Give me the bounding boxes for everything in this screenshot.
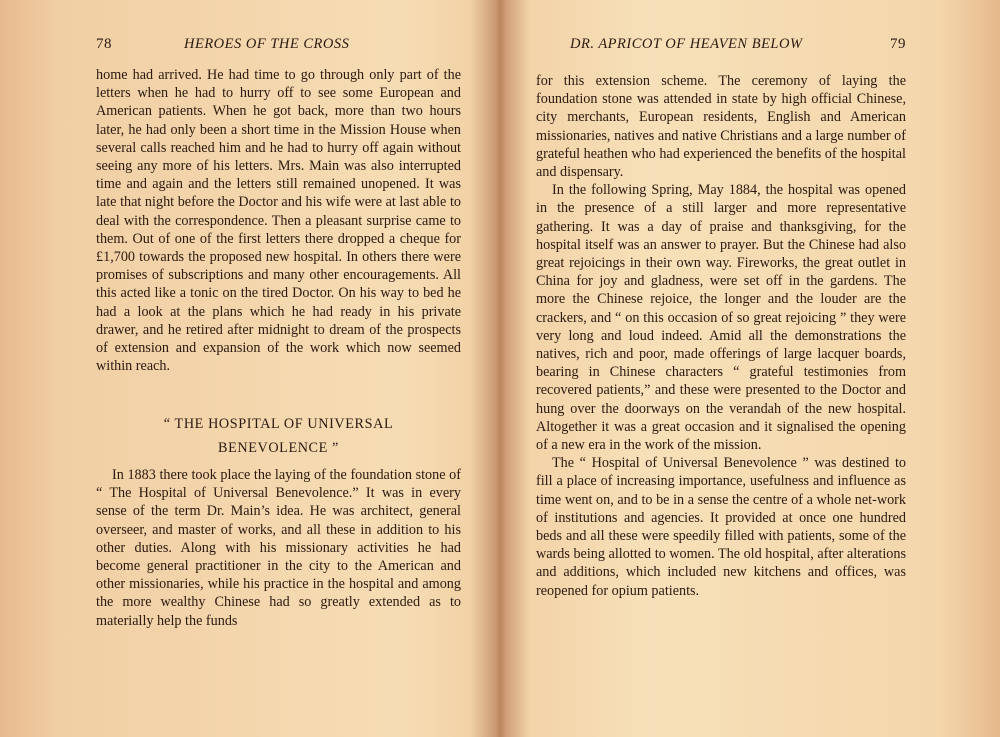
paragraph: The “ Hospital of Universal Benevolence ” was destined to fill a place of increasing importance, usefulness and influence as time went on, and to be in a sense the centre of a whole net-work of institutions and agencies. It provided at once one hundred beds and all these were speedily filled with patients, some of the wards being allotted to women. The old hospital, after alterations and additions, which included new kitchens and offices, was reopened for opium patients. [536, 455, 906, 599]
left-page [0, 0, 498, 737]
section-heading-line: BENEVOLENCE ” [218, 440, 339, 456]
page-number: 78 [96, 36, 112, 52]
running-head: DR. APRICOT OF HEAVEN BELOW [570, 36, 803, 52]
body-text [96, 466, 461, 630]
right-page [502, 0, 1000, 737]
page-number: 79 [890, 36, 906, 52]
paragraph: In the following Spring, May 1884, the hospital was opened in the presence of a still larger and more representative gathering. It was a day of praise and thanksgiving, for the hospital itself was an answer to prayer. But the Chinese had also great rejoicings in their own way. Fireworks, the great outlet in China for joy and gladness, were set off in the gardens. The more the Chinese rejoice, the longer and the louder are the crackers, and “ on this occasion of so great rejoicing ” they were very long and loud indeed. Amid all the demonstrations the natives, rich and poor, made offerings of large lacquer boards, bearing in Chinese characters “ grateful testimonies from recovered patients,” and these were presented to the Doctor and hung over the doorways on the verandah of the new hospital. Altogether it was a great occasion and it signalised the opening of a new era in the work of the mission. [536, 182, 906, 454]
body-text [536, 72, 906, 600]
section-heading-line: “ THE HOSPITAL OF UNIVERSAL [163, 416, 394, 432]
running-head: HEROES OF THE CROSS [184, 36, 350, 52]
paragraph: In 1883 there took place the laying of the foundation stone of “ The Hospital of Universal Benevolence.” It was in every sense of the term Dr. Main’s idea. He was architect, general overseer, and master of works, and all these in addition to his other duties. Along with his missionary activities he had become general practitioner in the city to the American and other missionaries, while his practice in the hospital and among the more wealthy Chinese had so greatly extended as to materially help the funds [96, 467, 461, 629]
paragraph: home had arrived. He had time to go through only part of the letters when he had to hurry off to see some European and American patients. When he got back, more than two hours later, he had only been a short time in the Mission House when several calls reached him and he had to hurry off again without seeing any more of his letters. Mrs. Main was also interrupted time and again and the letters still remained unopened. It was late that night before the Doctor and his wife were at last able to deal with the correspondence. Then a pleasant surprise came to them. Out of one of the first letters there dropped a cheque for £1,700 towards the proposed new hospital. In others there were promises of subscriptions and many other encouragements. All this acted like a tonic on the tired Doctor. On his way to bed he had a look at the plans which he had ready in his private drawer, and he retired after midnight to dream of the prospects of extension and expansion of the work which now seemed within reach. [96, 67, 461, 375]
body-text [96, 66, 461, 375]
section-heading [96, 412, 461, 460]
paragraph: for this extension scheme. The ceremony of laying the foundation stone was attended in state by high official Chinese, city merchants, European residents, English and American missionaries, natives and native Christians and a large number of grateful heathen who had experienced the benefits of the hospital and dispensary. [536, 73, 906, 181]
